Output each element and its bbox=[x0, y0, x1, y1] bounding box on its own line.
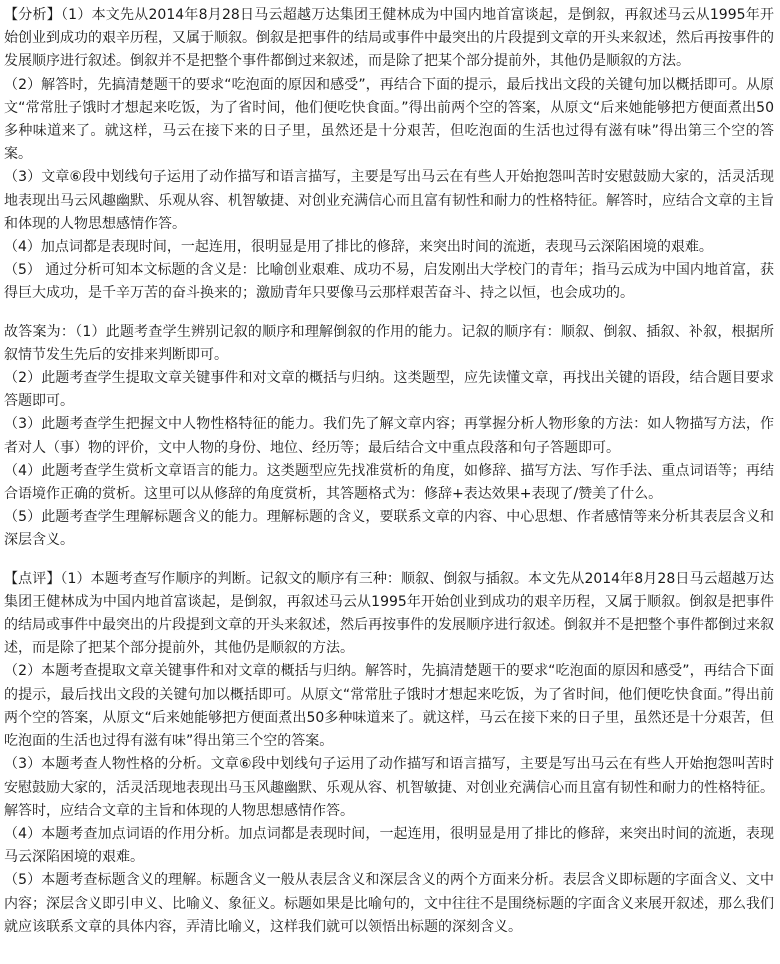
comment-section bbox=[4, 568, 774, 939]
comment-paragraph-2: （2）本题考查提取文章关键事件和对文章的概括与归纳。解答时，先搞清楚题干的要求“吃泡面的原因和感受”，再结合下面的提示，最后找出文段的关键句加以概括即可。从原文“常常肚子饿时才想起来吃饭，为了省时间，他们便吃快食面。”得出前两个空的答案，从原文“后来她能够把方便面煮出50多种味道来了。就这样，马云在接下来的日子里，虽然还是十分艰苦，但吃泡面的生活也过得有滋有味”得出第三个空的答案。 bbox=[4, 663, 774, 750]
answer-paragraph-5: （5）此题考查学生理解标题含义的能力。理解标题的含义，要联系文章的内容、中心思想、作者感情等来分析其表层含义和深层含义。 bbox=[4, 509, 774, 549]
section-spacer bbox=[4, 306, 774, 321]
analysis-paragraph-1: 【分析】（1）本文先从2014年8月28日马云超越万达集团王健林成为中国内地首富谈起，是倒叙，再叙述马云从1995年开始创业到成功的艰辛历程，又属于顺叙。倒叙是把事件的结局或事件中最突出的片段提到文章的开头来叙述，然后再按事件的发展顺序进行叙述。倒叙并不是把整个事件都倒过来叙述，而是除了把某个部分提前外，其他仍是顺叙的方法。 bbox=[4, 7, 774, 70]
answer-paragraph-2: （2）此题考查学生提取文章关键事件和对文章的概括与归纳。这类题型，应先读懂文章，再找出关键的语段，结合题目要求答题即可。 bbox=[4, 370, 774, 410]
comment-paragraph-4: （4）本题考查加点词语的作用分析。加点词都是表现时间，一起连用，很明显是用了排比的修辞，来突出时间的流逝，表现马云深陷困境的艰难。 bbox=[4, 825, 774, 866]
analysis-paragraph-3: （3）文章⑥段中划线句子运用了动作描写和语言描写，主要是写出马云在有些人开始抱怨叫苦时安慰鼓励大家的，活灵活现地表现出马云风趣幽默、乐观从容、机智敏捷、对创业充满信心而且富有韧性和耐力的性格特征。解答时，应结合文章的主旨和体现的人物思想感情作答。 bbox=[4, 169, 774, 232]
answer-section bbox=[4, 321, 774, 553]
analysis-paragraph-4: （4）加点词都是表现时间，一起连用，很明显是用了排比的修辞，来突出时间的流逝，表现马云深陷困境的艰难。 bbox=[4, 239, 713, 256]
comment-paragraph-1: 【点评】（1）本题考查写作顺序的判断。记叙文的顺序有三种：顺叙、倒叙与插叙。本文先从2014年8月28日马云超越万达集团王健林成为中国内地首富谈起，是倒叙，再叙述马云从1995年开始创业到成功的艰辛历程，又属于顺叙。倒叙是把事件的结局或事件中最突出的片段提到文章的开头来叙述，然后再按事件的发展顺序进行叙述。倒叙并不是把整个事件都倒过来叙述，而是除了把某个部分提前外，其他仍是顺叙的方法。 bbox=[4, 570, 774, 657]
answer-paragraph-4: （4）此题考查学生赏析文章语言的能力。这类题型应先找准赏析的角度，如修辞、描写方法、写作手法、重点词语等；再结合语境作正确的赏析。这里可以从修辞的角度赏析，其答题格式为：修辞+表达效果+表现了/赞美了什么。 bbox=[4, 462, 774, 503]
answer-paragraph-1: 故答案为：（1）此题考查学生辨别记叙的顺序和理解倒叙的作用的能力。记叙的顺序有：顺叙、倒叙、插叙、补叙，根据所叙情节发生先后的安排来判断即可。 bbox=[4, 323, 774, 363]
analysis-paragraph-2: （2）解答时，先搞清楚题干的要求“吃泡面的原因和感受”，再结合下面的提示，最后找出文段的关键句加以概括即可。从原文“常常肚子饿时才想起来吃饭，为了省时间，他们便吃快食面。”得出前两个空的答案，从原文“后来她能够把方便面煮出50多种味道来了。就这样，马云在接下来的日子里，虽然还是十分艰苦，但吃泡面的生活也过得有滋有味”得出第三个空的答案。 bbox=[4, 76, 774, 163]
comment-paragraph-3: （3）本题考查人物性格的分析。文章⑥段中划线句子运用了动作描写和语言描写，主要是写出马云在有些人开始抱怨叫苦时安慰鼓励大家的，活灵活现地表现出马玉风趣幽默、乐观从容、机智敏捷、对创业充满信心而且富有韧性和耐力的性格特征。解答时，应结合文章的主旨和体现的人物思想感情作答。 bbox=[4, 756, 774, 819]
analysis-paragraph-5: （5） 通过分析可知本文标题的含义是：比喻创业艰难、成功不易，启发刚出大学校门的青年；指马云成为中国内地首富，获得巨大成功，是千辛万苦的奋斗换来的；激励青年只要像马云那样艰苦奋斗、持之以恒，也会成功的。 bbox=[4, 262, 774, 302]
answer-paragraph-3: （3）此题考查学生把握文中人物性格特征的能力。我们先了解文章内容；再掌握分析人物形象的方法：如人物描写方法，作者对人（事）物的评价，文中人物的身份、地位、经历等；最后结合文中重点段落和句子答题即可。 bbox=[4, 416, 774, 456]
comment-paragraph-5: （5）本题考查标题含义的理解。标题含义一般从表层含义和深层含义的两个方面来分析。表层含义即标题的字面含义、文中内容；深层含义即引申义、比喻义、象征义。标题如果是比喻句的，文中往往不是围绕标题的字面含义来展开叙述，那么我们就应该联系文章的具体内容，弄清比喻义，这样我们就可以领悟出标题的深刻含义。 bbox=[4, 872, 774, 935]
section-spacer bbox=[4, 553, 774, 568]
analysis-section bbox=[4, 4, 774, 306]
